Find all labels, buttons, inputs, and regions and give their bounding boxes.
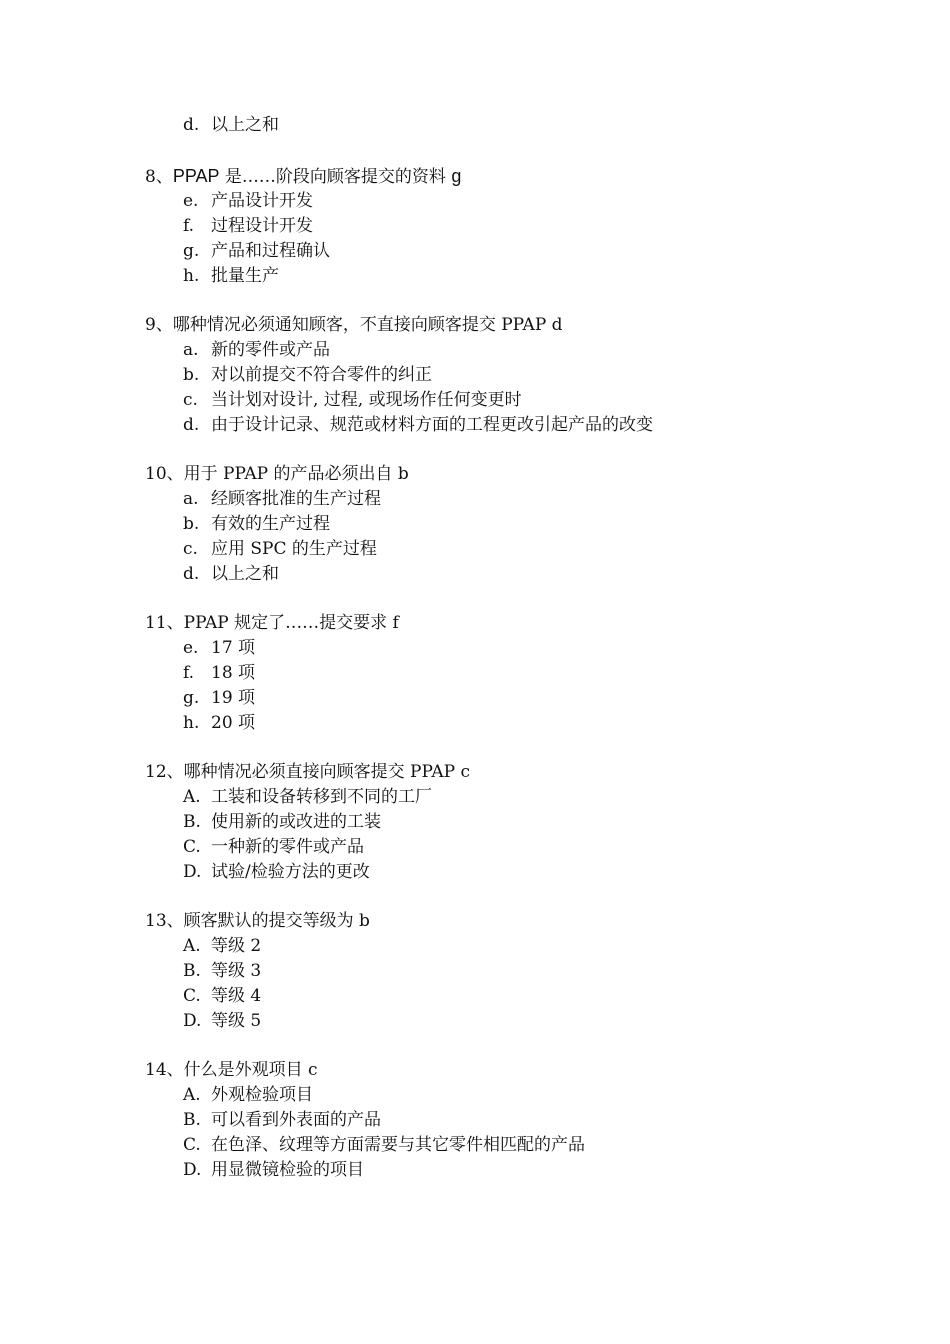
- option-letter: h.: [183, 266, 200, 286]
- question-number: 10、: [145, 464, 184, 484]
- option-text: 20 项: [211, 713, 256, 733]
- question-number: 9、: [145, 315, 173, 335]
- option-item: [145, 661, 905, 686]
- option-letter: C.: [183, 1135, 201, 1155]
- option-letter: g.: [183, 241, 200, 261]
- option-item: [145, 239, 905, 264]
- option-letter: d.: [183, 564, 200, 584]
- option-text: 产品设计开发: [211, 191, 313, 211]
- option-item: [145, 1009, 905, 1034]
- option-item: [145, 785, 905, 810]
- stem-text: 是……阶段向顾客提交的资料: [219, 167, 452, 187]
- option-item: [145, 835, 905, 860]
- question-9: [145, 313, 905, 438]
- option-letter: a.: [183, 489, 199, 509]
- question-stem: [145, 313, 905, 338]
- option-letter: C.: [183, 837, 201, 857]
- question-number: 12、: [145, 762, 184, 782]
- stem-answer: g: [451, 166, 462, 186]
- option-item: [145, 338, 905, 363]
- option-text: 外观检验项目: [211, 1085, 313, 1105]
- option-item: [145, 959, 905, 984]
- previous-question-tail: [145, 113, 905, 138]
- option-letter: B.: [183, 812, 201, 832]
- option-letter: B.: [183, 1110, 201, 1130]
- option-letter: b.: [183, 514, 200, 534]
- option-text: 对以前提交不符合零件的纠正: [211, 365, 432, 385]
- stem-text: 用于 PPAP 的产品必须出自 b: [183, 464, 409, 484]
- option-letter: c.: [183, 390, 198, 410]
- option-text: 17 项: [211, 638, 256, 658]
- option-item: [145, 1133, 905, 1158]
- option-text: 18 项: [211, 663, 256, 683]
- option-letter: D.: [183, 1011, 202, 1031]
- option-text: 用显微镜检验的项目: [211, 1160, 364, 1180]
- option-letter: C.: [183, 986, 201, 1006]
- option-text: 经顾客批准的生产过程: [211, 489, 381, 509]
- option-item: [145, 562, 905, 587]
- question-stem: [145, 909, 905, 934]
- stem-text: 什么是外观项目 c: [183, 1060, 318, 1080]
- option-text: 使用新的或改进的工装: [211, 812, 381, 832]
- option-letter: A.: [183, 787, 201, 807]
- option-text: 有效的生产过程: [211, 514, 330, 534]
- option-item: [145, 1108, 905, 1133]
- question-stem: [145, 611, 905, 636]
- question-stem: [145, 164, 905, 189]
- question-stem: [145, 760, 905, 785]
- option-letter: f.: [183, 663, 195, 683]
- option-letter: c.: [183, 539, 198, 559]
- option-text: 由于设计记录、规范或材料方面的工程更改引起产品的改变: [211, 415, 653, 435]
- option-item: [145, 413, 905, 438]
- option-item: [145, 487, 905, 512]
- option-text: 批量生产: [211, 266, 279, 286]
- option-item: [145, 537, 905, 562]
- option-item: [145, 860, 905, 885]
- question-13: [145, 909, 905, 1034]
- question-14: [145, 1058, 905, 1183]
- option-text: 新的零件或产品: [211, 340, 330, 360]
- option-letter: d.: [183, 415, 200, 435]
- option-item: [145, 388, 905, 413]
- option-text: 以上之和: [211, 115, 279, 135]
- question-number: 11、: [145, 613, 184, 633]
- option-item: [145, 113, 905, 138]
- option-item: [145, 189, 905, 214]
- question-10: [145, 462, 905, 587]
- option-text: 应用 SPC 的生产过程: [211, 539, 377, 559]
- option-text: 等级 5: [211, 1011, 262, 1031]
- option-item: [145, 214, 905, 239]
- question-stem: [145, 462, 905, 487]
- option-letter: d.: [183, 115, 200, 135]
- option-letter: e.: [183, 638, 199, 658]
- option-text: 工装和设备转移到不同的工厂: [211, 787, 432, 807]
- option-text: 19 项: [211, 688, 256, 708]
- option-text: 以上之和: [211, 564, 279, 584]
- option-text: 一种新的零件或产品: [211, 837, 364, 857]
- question-11: [145, 611, 905, 736]
- option-item: [145, 512, 905, 537]
- option-item: [145, 1083, 905, 1108]
- option-item: [145, 1158, 905, 1183]
- option-item: [145, 810, 905, 835]
- option-letter: g.: [183, 688, 200, 708]
- option-item: [145, 984, 905, 1009]
- option-letter: h.: [183, 713, 200, 733]
- option-item: [145, 636, 905, 661]
- option-letter: B.: [183, 961, 201, 981]
- option-text: 过程设计开发: [211, 216, 313, 236]
- stem-acronym: PPAP: [172, 166, 220, 186]
- question-number: 8、: [145, 167, 173, 187]
- option-letter: f.: [183, 216, 195, 236]
- option-letter: a.: [183, 340, 199, 360]
- option-letter: D.: [183, 1160, 202, 1180]
- option-item: [145, 934, 905, 959]
- option-item: [145, 363, 905, 388]
- option-text: 等级 2: [211, 936, 262, 956]
- option-text: 产品和过程确认: [211, 241, 330, 261]
- option-letter: b.: [183, 365, 200, 385]
- option-item: [145, 264, 905, 289]
- stem-text: 哪种情况必须直接向顾客提交 PPAP c: [183, 762, 471, 782]
- option-text: 可以看到外表面的产品: [211, 1110, 381, 1130]
- option-letter: D.: [183, 862, 202, 882]
- option-letter: e.: [183, 191, 199, 211]
- option-item: [145, 711, 905, 736]
- option-text: 试验/检验方法的更改: [211, 862, 370, 882]
- option-item: [145, 686, 905, 711]
- option-letter: A.: [183, 1085, 201, 1105]
- option-text: 当计划对设计, 过程, 或现场作任何变更时: [211, 390, 522, 410]
- option-text: 在色泽、纹理等方面需要与其它零件相匹配的产品: [211, 1135, 585, 1155]
- question-stem: [145, 1058, 905, 1083]
- stem-text: PPAP 规定了……提交要求 f: [183, 613, 399, 633]
- question-8: [145, 164, 905, 289]
- stem-text: 哪种情况必须通知顾客，不直接向顾客提交 PPAP d: [172, 315, 563, 335]
- option-letter: A.: [183, 936, 201, 956]
- question-number: 14、: [145, 1060, 184, 1080]
- option-text: 等级 3: [211, 961, 262, 981]
- stem-text: 顾客默认的提交等级为 b: [183, 911, 370, 931]
- question-number: 13、: [145, 911, 184, 931]
- question-12: [145, 760, 905, 885]
- option-text: 等级 4: [211, 986, 262, 1006]
